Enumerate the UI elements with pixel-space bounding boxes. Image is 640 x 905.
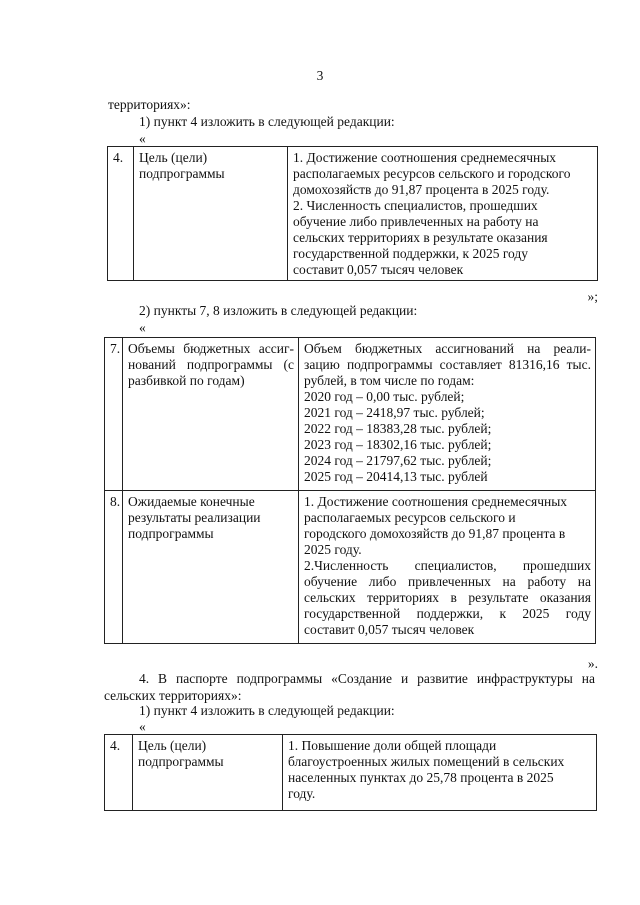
row-value: 1. Повышение доли общей площади благоустроенных жилых помещений в сельских населенных пунктах до 25,78 процента в 2025 году.	[283, 735, 597, 811]
table-item2	[104, 337, 596, 644]
table-row	[105, 491, 596, 644]
row-value: Объем бюджетных ассигнований на реали- зацию подпрограммы составляет 81316,16 тыс. рублей, в том числе по годам: 2020 год – 0,00 тыс. рублей; 2021 год – 2418,97 тыс. рублей; 2022 год – 18383,28 тыс. рублей; 2023 год – 18302,16 тыс. рублей; 2024 год – 21797,62 тыс. рублей; 2025 год – 20414,13 тыс. рублей	[299, 338, 596, 491]
item3-heading: 1) пункт 4 изложить в следующей редакции:	[139, 703, 395, 718]
row-value: 1. Достижение соотношения среднемесячных располагаемых ресурсов сельского и городского домохозяйств до 91,87 процента в 2025 году. 2. Численность специалистов, прошедших обучение либо привлеченных на работу на сельских территориях в результате оказания государственной поддержки, к 2025 году составит 0,057 тысяч человек	[288, 147, 598, 281]
row-label: Ожидаемые конечные результаты реализации подпрограммы	[123, 491, 299, 644]
item2-close-quote: ».	[587, 656, 598, 671]
section4-line2: сельских территориях»:	[104, 688, 242, 703]
item2-heading: 2) пункты 7, 8 изложить в следующей редакции:	[139, 303, 418, 318]
row-number: 8.	[105, 491, 123, 644]
row-value: 1. Достижение соотношения среднемесячных располагаемых ресурсов сельского и городского домохозяйств до 91,87 процента в 2025 году. 2.Численность специалистов, прошедших обучение либо привлеченных на работу на сельских территориях в результате оказания государственной поддержки, к 2025 году составит 0,057 тысяч человек	[299, 491, 596, 644]
row-number: 7.	[105, 338, 123, 491]
row-label: Объемы бюджетных ассиг- нований подпрограммы (с разбивкой по годам)	[123, 338, 299, 491]
item1-heading: 1) пункт 4 изложить в следующей редакции:	[139, 114, 395, 129]
table-row	[105, 735, 597, 811]
row-number: 4.	[105, 735, 133, 811]
row-number: 4.	[108, 147, 134, 281]
table-item3	[104, 734, 597, 811]
item3-open-quote: «	[139, 719, 146, 734]
table-item1	[107, 146, 598, 281]
item1-close-quote: »;	[587, 289, 598, 304]
intro-tail: территориях»:	[108, 97, 191, 112]
item2-open-quote: «	[139, 320, 146, 335]
table-row	[105, 338, 596, 491]
page-number: 3	[316, 68, 324, 83]
row-label: Цель (цели) подпрограммы	[134, 147, 288, 281]
table-row	[108, 147, 598, 281]
section4-line1: 4. В паспорте подпрограммы «Создание и развитие инфраструктуры на	[139, 671, 595, 686]
row-label: Цель (цели) подпрограммы	[133, 735, 283, 811]
item1-open-quote: «	[139, 131, 146, 146]
